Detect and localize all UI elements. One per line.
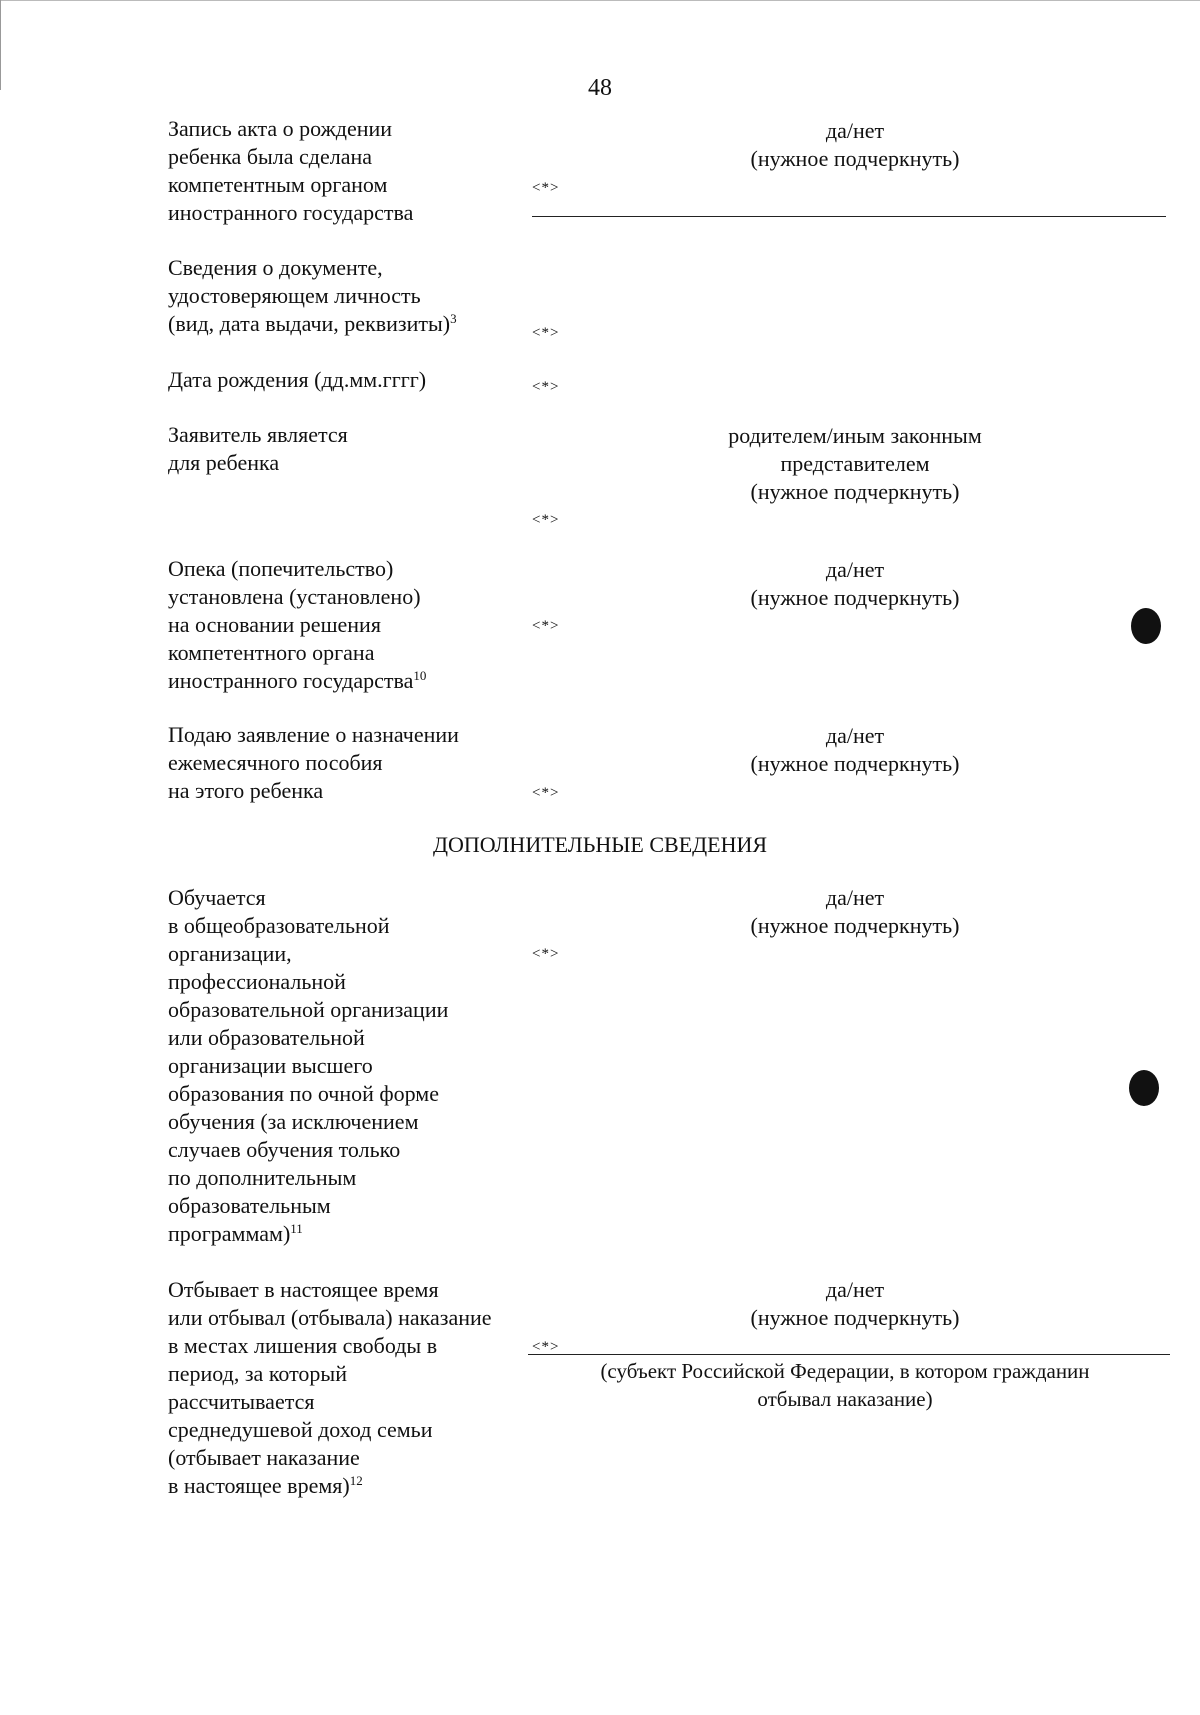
- monthly-allowance-label: [168, 721, 528, 805]
- label-line: (отбывает наказание: [168, 1445, 360, 1470]
- required-marker: <*>: [532, 379, 560, 395]
- answer-hint: (нужное подчеркнуть): [750, 585, 960, 610]
- answer-option: да/нет: [825, 557, 885, 582]
- label-line: Сведения о документе,: [168, 255, 383, 280]
- label-line: или отбывал (отбывала) наказание: [168, 1305, 492, 1330]
- label-line: по дополнительным: [168, 1165, 357, 1190]
- label-line: среднедушевой доход семьи: [168, 1417, 433, 1442]
- answer-hint: (нужное подчеркнуть): [750, 751, 960, 776]
- label-line: [168, 1472, 528, 1500]
- birth-record-label: [168, 115, 528, 227]
- label-line: образовательной организации: [168, 997, 449, 1022]
- answer-option: представителем: [780, 451, 930, 476]
- answer-hint: (нужное подчеркнуть): [750, 913, 960, 938]
- footnote-ref: 12: [349, 1473, 363, 1488]
- answer-option: да/нет: [825, 723, 885, 748]
- required-marker: <*>: [532, 180, 560, 196]
- page-number: 48: [588, 75, 612, 101]
- answer-underline: [528, 1354, 1170, 1355]
- label-line: Запись акта о рождении: [168, 116, 393, 141]
- label-line: Заявитель является: [168, 422, 348, 447]
- footnote-ref: 3: [450, 311, 457, 326]
- scan-top-edge: [0, 0, 1200, 1]
- label-text: программам): [168, 1221, 291, 1246]
- caption-line: (субъект Российской Федерации, в котором гражданин: [600, 1359, 1090, 1383]
- label-line: образования по очной форме: [168, 1081, 439, 1106]
- label-line: удостоверяющем личность: [168, 283, 421, 308]
- label-line: Опека (попечительство): [168, 556, 394, 581]
- label-text: в настоящее время): [168, 1473, 350, 1498]
- studies-label: [168, 884, 528, 1248]
- label-line: для ребенка: [168, 450, 280, 475]
- label-line: организации высшего: [168, 1053, 373, 1078]
- label-text: иностранного государства: [168, 668, 414, 693]
- footnote-ref: 10: [413, 668, 427, 683]
- imprisonment-answer: [640, 1276, 1070, 1332]
- punch-hole-dot: [1131, 608, 1161, 644]
- footnote-ref: 11: [290, 1221, 303, 1236]
- answer-option: родителем/иным законным: [728, 423, 982, 448]
- studies-answer: [640, 884, 1070, 940]
- label-line: период, за который: [168, 1361, 347, 1386]
- label-line: компетентного органа: [168, 640, 375, 665]
- label-line: на этого ребенка: [168, 778, 324, 803]
- imprisonment-label: [168, 1276, 528, 1500]
- answer-hint: (нужное подчеркнуть): [750, 479, 960, 504]
- section-heading: ДОПОЛНИТЕЛЬНЫЕ СВЕДЕНИЯ: [432, 832, 768, 857]
- required-marker: <*>: [532, 618, 560, 634]
- applicant-role-answer: [640, 422, 1070, 506]
- guardianship-answer: [640, 556, 1070, 612]
- label-line: образовательным: [168, 1193, 331, 1218]
- caption-line: отбывал наказание): [757, 1387, 933, 1411]
- monthly-allowance-answer: [640, 722, 1070, 778]
- required-marker: <*>: [532, 325, 560, 341]
- identity-document-label: [168, 254, 528, 338]
- answer-option: да/нет: [825, 118, 885, 143]
- applicant-role-label: [168, 421, 528, 477]
- label-line: Обучается: [168, 885, 266, 910]
- label-line: [168, 310, 528, 338]
- label-line: компетентным органом: [168, 172, 388, 197]
- label-line: организации,: [168, 941, 292, 966]
- answer-hint: (нужное подчеркнуть): [750, 1305, 960, 1330]
- label-line: Подаю заявление о назначении: [168, 722, 459, 747]
- required-marker: <*>: [532, 785, 560, 801]
- label-line: обучения (за исключением: [168, 1109, 419, 1134]
- label-line: профессиональной: [168, 969, 346, 994]
- answer-hint: (нужное подчеркнуть): [750, 146, 960, 171]
- required-marker: <*>: [532, 1339, 560, 1355]
- required-marker: <*>: [532, 946, 560, 962]
- label-line: Дата рождения (дд.мм.гггг): [168, 367, 427, 392]
- label-line: Отбывает в настоящее время: [168, 1277, 439, 1302]
- label-line: ребенка была сделана: [168, 144, 373, 169]
- label-line: [168, 667, 528, 695]
- label-line: в местах лишения свободы в: [168, 1333, 438, 1358]
- label-line: или образовательной: [168, 1025, 365, 1050]
- label-line: рассчитывается: [168, 1389, 315, 1414]
- answer-option: да/нет: [825, 885, 885, 910]
- required-marker: <*>: [532, 512, 560, 528]
- birth-record-answer: [640, 117, 1070, 173]
- label-line: на основании решения: [168, 612, 381, 637]
- answer-underline: [532, 216, 1166, 217]
- guardianship-label: [168, 555, 528, 695]
- punch-hole-dot: [1129, 1070, 1159, 1106]
- region-caption: [530, 1357, 1160, 1413]
- label-line: [168, 1220, 528, 1248]
- label-line: установлена (установлено): [168, 584, 421, 609]
- label-line: случаев обучения только: [168, 1137, 401, 1162]
- label-line: в общеобразовательной: [168, 913, 390, 938]
- label-line: иностранного государства: [168, 200, 414, 225]
- answer-option: да/нет: [825, 1277, 885, 1302]
- label-text: (вид, дата выдачи, реквизиты): [168, 311, 451, 336]
- birth-date-label: [168, 366, 528, 394]
- label-line: ежемесячного пособия: [168, 750, 383, 775]
